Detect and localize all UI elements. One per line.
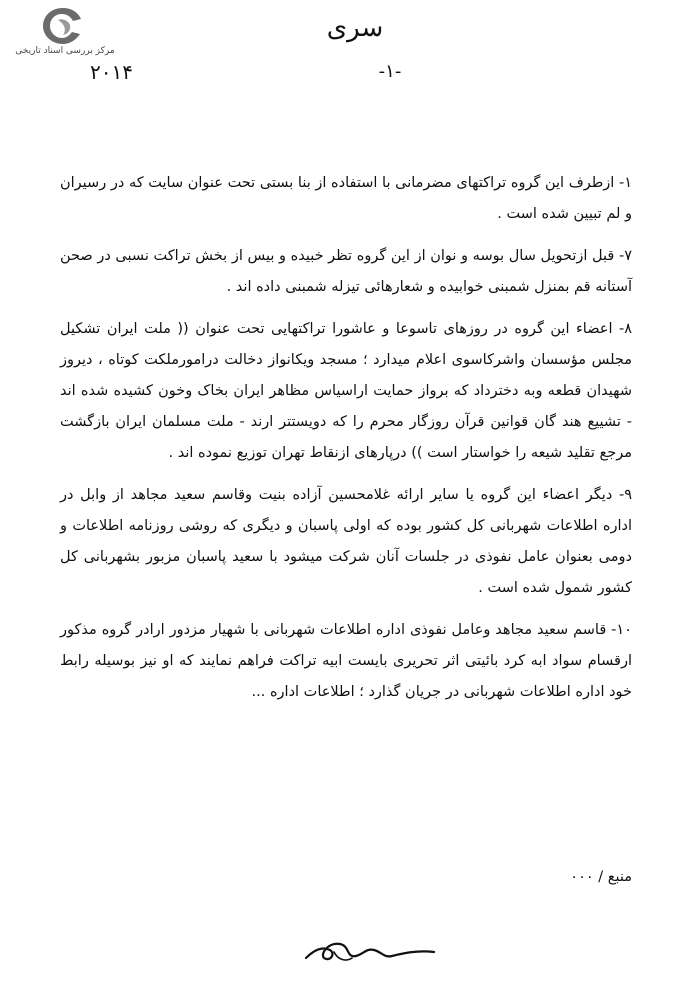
archive-logo-icon [40, 6, 86, 46]
document-classification-title: سری [326, 13, 384, 43]
paragraph-1: ۱- ازطرف این گروه تراکتهای مضرمانی با استفاده از بنا بستی تحت عنوان سایت که در رسیران و لم تبیین شده است . [60, 175, 632, 222]
document-body [60, 168, 632, 719]
closing-line: منبع / ۰۰۰ [570, 869, 632, 885]
archive-logo-text: مرکز بررسی اسناد تاریخی [15, 46, 115, 56]
document-number: ۲۰۱۴ [90, 60, 133, 84]
archive-logo [10, 6, 120, 58]
paragraph-9: ۹- دیگر اعضاء این گروه یا سایر ارائه غلامحسین آزاده بنیت وقاسم سعید مجاهد از وابل در اداره اطلاعات شهربانی کل کشور بوده که اولی پاسبان و دیگری که روشی روزنامه اطلاعات و دومی بعنوان عامل نفوذی در جلسات آنان شرکت میشود با سعید پاسبان مزبور بشهربانی کل کشور شمول شده است . [60, 487, 632, 596]
paragraph-10: ۱۰- قاسم سعید مجاهد وعامل نفوذی اداره اطلاعات شهربانی با شهیار مزدور ارادر گروه مذکور ارقسام سواد ابه کرد بائیتی اثر تحریری بایست ابیه تراکت فراهم نمایند که او نیز بوسیله رابط خود اداره اطلاعات شهربانی در جریان گذارد ؛ اطلاعات اداره ... [60, 622, 632, 700]
page-marker: -۱- [378, 61, 402, 82]
paragraph-7: ۷- قبل ازتحویل سال بوسه و نوان از این گروه تظر خبیده و بیس از بخش تراکت نسبی در صحن آستانه قم بمنزل شمبنی خوابیده و شعارهائی تیزله شمبنی داده اند . [60, 248, 632, 295]
paragraph-8: ۸- اعضاء این گروه در روزهای تاسوعا و عاشورا تراکتهایی تحت عنوان (( ملت ایران تشکیل مجلس مؤسسان واشرکاسوی اعلام میدارد ؛ مسجد ویکانواز دخالت درامورملکت کوتاه ، دیروز شهیدان قطعه وبه دخترداد که برواز حمایت اراسیاس مظاهر ایران بخاک وخون کشیده شده اند - تشییع هند گان قوانین قرآن روزگار محرم را که دویستتر ارند - ملت مسلمان ایران بازگشت مرجع تقلید شیعه را خواستار است )) درپارهای ازنقاط تهران توزیع نموده اند . [60, 321, 632, 461]
signature-mark [300, 928, 440, 974]
